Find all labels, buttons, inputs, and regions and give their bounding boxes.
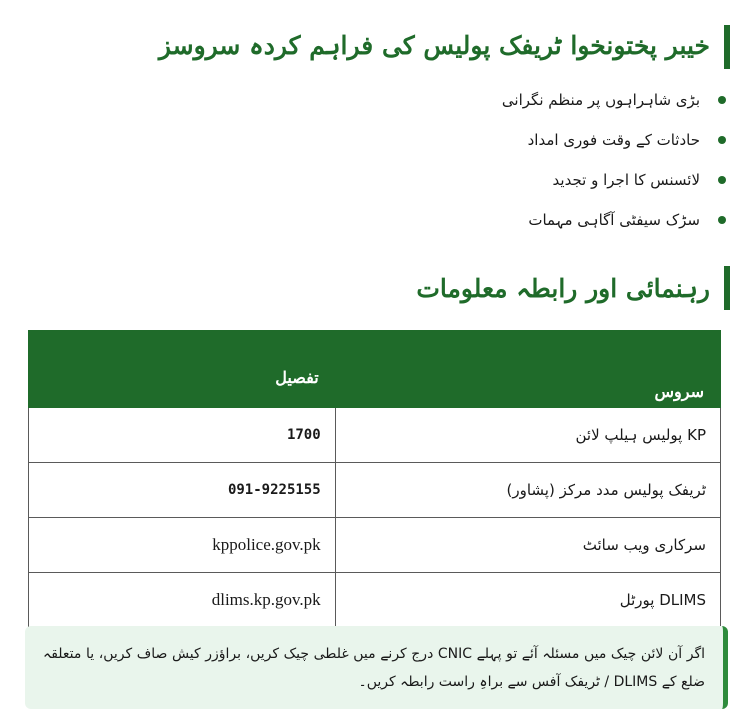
website-link[interactable]: kppolice.gov.pk	[212, 535, 321, 554]
list-item	[30, 164, 730, 204]
help-note	[25, 626, 728, 709]
table-row	[29, 573, 721, 628]
service-item-text: سڑک سیفٹی آگاہی مہمات	[528, 211, 700, 229]
list-item	[30, 84, 730, 124]
detail-cell	[29, 463, 336, 518]
table-row	[29, 518, 721, 573]
column-header-service: سروس	[335, 331, 720, 408]
detail-cell	[29, 573, 336, 628]
service-cell: سرکاری ویب سائٹ	[335, 518, 720, 573]
services-heading	[20, 25, 730, 69]
detail-cell	[29, 518, 336, 573]
helpline-number: 1700	[286, 427, 321, 443]
contact-heading	[20, 266, 730, 310]
bullet-icon	[718, 216, 726, 224]
bullet-icon	[718, 176, 726, 184]
services-list	[30, 84, 730, 244]
help-note-text: اگر آن لائن چیک میں مسئلہ آئے تو پہلے CNIC درج کرنے میں غلطی چیک کریں، براؤزر کیش صاف کریں، یا متعلقہ ضلع کے DLIMS / ٹریفک آفس سے براہِ راست رابطہ کریں۔	[43, 646, 705, 690]
table-row	[29, 463, 721, 518]
service-cell: DLIMS پورٹل	[335, 573, 720, 628]
bullet-icon	[718, 96, 726, 104]
contact-heading-text: رہنمائی اور رابطہ معلومات	[416, 274, 710, 303]
service-item-text: لائسنس کا اجرا و تجدید	[552, 171, 700, 189]
table-header-row	[29, 331, 721, 408]
contact-table	[28, 330, 721, 628]
service-cell: KP پولیس ہیلپ لائن	[335, 408, 720, 463]
phone-number: 091-9225155	[227, 482, 321, 498]
services-heading-text: خیبر پختونخوا ٹریفک پولیس کی فراہم کردہ سروسز	[158, 31, 710, 60]
list-item	[30, 204, 730, 244]
table-row	[29, 408, 721, 463]
service-item-text: حادثات کے وقت فوری امداد	[527, 131, 700, 149]
column-header-detail: تفصیل	[29, 331, 336, 408]
service-item-text: بڑی شاہراہوں پر منظم نگرانی	[501, 91, 700, 109]
list-item	[30, 124, 730, 164]
dlims-link[interactable]: dlims.kp.gov.pk	[211, 590, 321, 609]
service-cell: ٹریفک پولیس مدد مرکز (پشاور)	[335, 463, 720, 518]
bullet-icon	[718, 136, 726, 144]
detail-cell	[29, 408, 336, 463]
